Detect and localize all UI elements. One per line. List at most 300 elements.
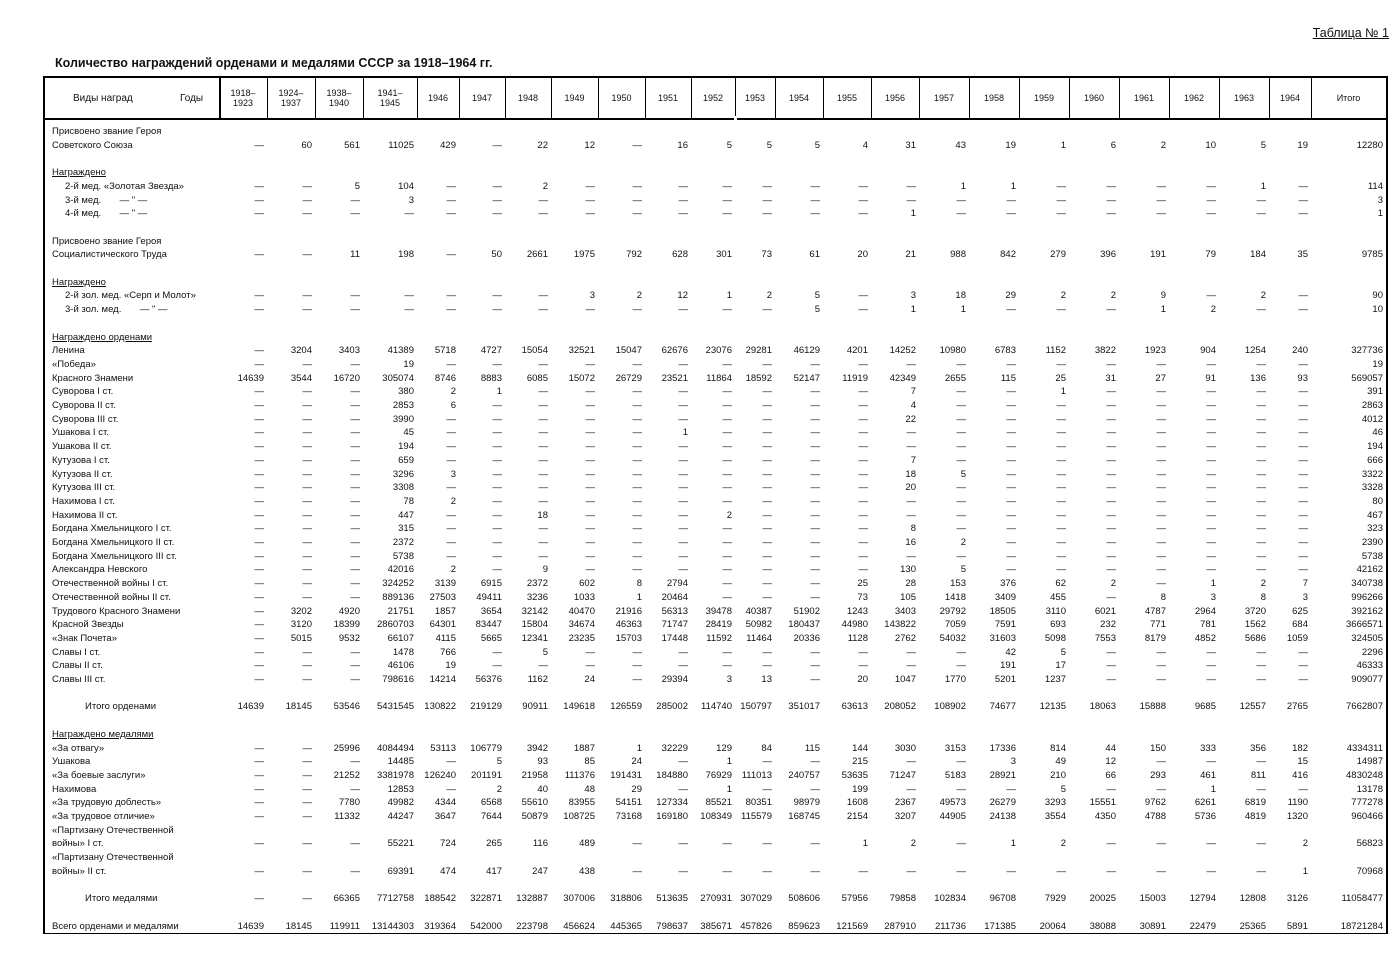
table-cell: 4920 [338, 605, 360, 617]
table-cell: — [1006, 509, 1016, 521]
table-cell: — [858, 290, 868, 302]
table-cell: 106779 [470, 742, 502, 754]
table-cell: 438 [579, 865, 595, 877]
table-cell: — [956, 495, 966, 507]
table-cell: 2372 [526, 578, 548, 590]
table-cell: — [632, 495, 642, 507]
table-cell: — [632, 550, 642, 562]
table-cell: — [956, 482, 966, 494]
table-cell: 43 [955, 139, 966, 151]
table-cell: 12808 [1239, 893, 1266, 905]
table-cell: — [302, 537, 312, 548]
table-cell: — [350, 591, 360, 603]
table-cell: — [1006, 304, 1016, 316]
table-cell: — [492, 468, 502, 480]
table-cell: — [1056, 564, 1066, 576]
table-cell: — [254, 386, 264, 398]
row-label: войны» II ст. [52, 865, 107, 877]
table-cell: — [1256, 756, 1266, 768]
table-cell: — [762, 441, 772, 453]
table-cell: 66107 [387, 632, 414, 644]
row-label: Суворова III ст. [52, 413, 119, 425]
table-row [45, 755, 1386, 769]
table-cell: — [585, 495, 595, 507]
table-cell: 44980 [841, 619, 868, 631]
table-cell: — [1156, 783, 1166, 795]
table-cell: 561 [344, 139, 360, 151]
table-cell: — [956, 838, 966, 850]
table-cell: 4 [910, 400, 916, 411]
table-cell: 10 [1205, 139, 1216, 151]
table-cell: 44905 [939, 811, 966, 822]
table-cell: 55221 [387, 838, 414, 850]
table-cell: 4084494 [377, 742, 414, 754]
table-cell: — [810, 509, 820, 521]
table-cell: 3 [589, 290, 595, 302]
table-cell: 5 [814, 139, 820, 151]
table-cell: 333 [1200, 742, 1216, 754]
table-cell: — [722, 358, 732, 370]
table-cell: — [350, 427, 360, 439]
table-cell: 62 [1055, 578, 1066, 590]
table-cell: 191 [1000, 660, 1016, 672]
table-cell: — [1298, 194, 1308, 206]
table-cell: 2 [1302, 838, 1308, 850]
header-year-21: 1963 [1233, 93, 1255, 103]
table-cell: — [906, 550, 916, 562]
table-cell: — [350, 194, 360, 206]
table-cell: — [858, 386, 868, 398]
table-cell: — [858, 427, 868, 439]
table-cell: 6261 [1194, 797, 1216, 809]
table-cell: 3 [1010, 756, 1016, 768]
table-cell: 29281 [745, 345, 772, 357]
table-cell: — [585, 208, 595, 220]
table-cell: 457826 [740, 920, 772, 932]
header-year-2: 1938– 1940 [326, 88, 352, 108]
table-cell: — [1156, 358, 1166, 370]
header-year-15: 1957 [933, 93, 955, 103]
table-cell: — [1106, 646, 1116, 658]
table-cell: — [538, 495, 548, 507]
table-cell: 56376 [475, 674, 502, 685]
table-cell: 7 [910, 454, 916, 466]
table-cell: — [1056, 194, 1066, 206]
table-cell: 1 [910, 304, 916, 316]
table-cell: 1 [1010, 180, 1016, 192]
table-cell: — [762, 468, 772, 480]
table-cell: 307006 [563, 893, 595, 905]
table-cell: — [254, 646, 264, 658]
table-cell: 2 [1060, 290, 1066, 302]
table-cell: — [1206, 564, 1216, 576]
table-cell: — [678, 468, 688, 480]
table-row [45, 125, 1386, 139]
table-cell: — [538, 454, 548, 466]
table-cell: 15003 [1139, 893, 1166, 905]
row-label: Присвоено звание Героя [52, 126, 162, 137]
table-cell: — [446, 482, 456, 494]
table-cell: 29 [631, 783, 642, 795]
table-cell: 19 [403, 358, 414, 370]
table-cell: — [956, 646, 966, 658]
table-cell: — [632, 646, 642, 658]
table-cell: — [350, 509, 360, 521]
table-cell: 318806 [610, 893, 642, 905]
table-cell: 15072 [568, 372, 595, 384]
table-cell: 5891 [1286, 920, 1308, 932]
table-cell: 74677 [989, 701, 1016, 713]
table-cell: 3 [450, 468, 456, 480]
table-cell: 3202 [290, 605, 312, 617]
table-cell: 3 [910, 290, 916, 302]
table-cell: 169180 [656, 811, 688, 822]
table-cell: — [446, 194, 456, 206]
table-cell: — [492, 454, 502, 466]
table-cell: 396 [1100, 249, 1116, 261]
table-cell: — [302, 550, 312, 562]
table-cell: — [302, 783, 312, 795]
table-cell: 447 [398, 509, 414, 521]
table-cell: 28921 [989, 769, 1016, 781]
table-cell: 1857 [434, 605, 456, 617]
table-cell: 2 [766, 290, 772, 302]
table-cell: — [722, 413, 732, 425]
table-cell: 811 [1250, 769, 1266, 781]
row-label: «Победа» [52, 358, 96, 370]
table-cell: 198 [398, 249, 414, 261]
table-cell: 14987 [1356, 756, 1383, 768]
table-cell: — [1106, 783, 1116, 795]
total-row [45, 700, 1386, 714]
table-cell: — [350, 208, 360, 220]
table-cell: — [858, 358, 868, 370]
header-year-14: 1956 [884, 93, 906, 103]
table-row [45, 632, 1386, 646]
table-row [45, 426, 1386, 440]
table-cell: 15047 [615, 345, 642, 357]
table-cell: — [722, 482, 732, 494]
table-row [45, 591, 1386, 605]
table-cell: — [678, 865, 688, 877]
table-row [45, 851, 1386, 865]
table-cell: 5 [766, 139, 772, 151]
table-cell: — [810, 495, 820, 507]
table-cell: 1 [960, 180, 966, 192]
table-cell: 80351 [745, 797, 772, 809]
table-cell: — [1298, 454, 1308, 466]
table-cell: — [678, 482, 688, 494]
table-cell: 12853 [387, 783, 414, 795]
table-cell: — [1156, 441, 1166, 453]
table-cell: — [722, 208, 732, 220]
table-cell: — [1206, 865, 1216, 877]
table-cell: 3654 [480, 605, 502, 617]
table-cell: — [254, 838, 264, 850]
table-cell: — [302, 564, 312, 576]
table-cell: 2765 [1286, 701, 1308, 713]
row-label: Ушакова II ст. [52, 441, 112, 453]
table-cell: — [956, 509, 966, 521]
table-cell: 17 [1055, 660, 1066, 672]
table-cell: 16 [677, 139, 688, 151]
row-label: войны» I ст. [52, 838, 104, 850]
table-cell: 114 [1367, 180, 1383, 192]
table-cell: 7 [1302, 578, 1308, 590]
table-cell: 12 [677, 290, 688, 302]
table-cell: — [762, 865, 772, 877]
table-cell: — [446, 304, 456, 316]
table-cell: — [810, 646, 820, 658]
table-cell: — [492, 537, 502, 548]
table-cell: — [858, 495, 868, 507]
table-cell: — [762, 783, 772, 795]
table-cell: — [858, 304, 868, 316]
table-cell: 659 [398, 454, 414, 466]
table-cell: — [1106, 468, 1116, 480]
table-cell: — [632, 482, 642, 494]
table-cell: 21751 [387, 605, 414, 617]
table-cell: 184 [1250, 249, 1266, 261]
table-cell: 3110 [1045, 605, 1066, 617]
table-cell: 3139 [434, 578, 456, 590]
table-cell: — [1256, 304, 1266, 316]
table-cell: 25 [857, 578, 868, 590]
table-cell: 150797 [740, 701, 772, 713]
table-cell: 20025 [1089, 893, 1116, 905]
table-cell: 3 [408, 194, 414, 206]
table-cell: — [492, 180, 502, 192]
table-cell: 20464 [661, 591, 688, 603]
table-cell: — [678, 304, 688, 316]
table-cell: — [1206, 537, 1216, 548]
table-cell: 12794 [1189, 893, 1216, 905]
table-cell: — [1106, 564, 1116, 576]
table-cell: — [1298, 400, 1308, 411]
table-cell: 3328 [1361, 482, 1383, 494]
table-cell: — [1156, 838, 1166, 850]
table-cell: 542000 [470, 920, 502, 932]
table-cell: — [302, 811, 312, 822]
row-label: «Знак Почета» [52, 632, 117, 644]
table-cell: 4788 [1144, 811, 1166, 822]
table-cell: 60 [301, 139, 312, 151]
header-year-3: 1941– 1945 [377, 88, 403, 108]
table-cell: — [492, 413, 502, 425]
table-cell: — [1256, 838, 1266, 850]
table-cell: — [538, 468, 548, 480]
table-cell: — [762, 591, 772, 603]
table-cell: — [1298, 509, 1308, 521]
table-cell: 130 [900, 564, 916, 576]
table-cell: — [810, 756, 820, 768]
header-year-19: 1961 [1133, 93, 1155, 103]
table-cell: — [1206, 838, 1216, 850]
table-cell: — [1156, 756, 1166, 768]
table-cell: 24 [631, 756, 642, 768]
table-cell: — [302, 591, 312, 603]
table-cell: 461 [1200, 769, 1216, 781]
table-cell: — [302, 769, 312, 781]
table-cell: — [1106, 400, 1116, 411]
table-cell: — [678, 550, 688, 562]
table-cell: 115 [804, 742, 820, 754]
table-cell: — [956, 358, 966, 370]
table-cell: — [632, 386, 642, 398]
table-cell: — [1206, 468, 1216, 480]
table-cell: 40 [537, 783, 548, 795]
table-cell: 102834 [934, 893, 966, 905]
table-cell: — [350, 400, 360, 411]
table-cell: 61 [809, 249, 820, 261]
table-cell: 126240 [424, 769, 456, 781]
table-cell: 34674 [568, 619, 595, 631]
table-cell: 7 [910, 386, 916, 398]
table-cell: — [1006, 454, 1016, 466]
table-cell: — [302, 413, 312, 425]
table-cell: — [722, 550, 732, 562]
table-cell: — [1256, 482, 1266, 494]
table-cell: 90911 [522, 701, 548, 713]
table-cell: — [585, 646, 595, 658]
table-cell: 2 [1160, 139, 1166, 151]
table-cell: 5718 [434, 345, 456, 357]
table-cell: 1 [636, 742, 642, 754]
table-cell: 18592 [745, 372, 772, 384]
table-cell: — [1056, 865, 1066, 877]
table-cell: — [350, 454, 360, 466]
table-cell: 24138 [989, 811, 1016, 822]
table-cell: 76929 [705, 769, 732, 781]
table-cell: — [1056, 441, 1066, 453]
table-cell: — [632, 427, 642, 439]
table-cell: 32521 [568, 345, 595, 357]
table-cell: — [1006, 413, 1016, 425]
table-cell: 279 [1050, 249, 1066, 261]
table-cell: 3 [1377, 194, 1383, 206]
table-cell: 11464 [746, 632, 772, 644]
table-cell: 1 [960, 304, 966, 316]
table-cell: 62676 [661, 345, 688, 357]
table-cell: 1 [862, 838, 868, 850]
table-cell: — [762, 838, 772, 850]
table-cell: 2655 [944, 372, 966, 384]
table-cell: 20 [905, 482, 916, 494]
row-label: Итого медалями [85, 893, 158, 905]
table-cell: — [1256, 537, 1266, 548]
table-cell: — [350, 386, 360, 398]
table-cell: 2 [910, 838, 916, 850]
table-cell: — [1056, 427, 1066, 439]
table-cell: 28419 [705, 619, 732, 631]
table-cell: — [1206, 290, 1216, 302]
table-cell: — [538, 660, 548, 672]
table-cell: 83447 [475, 619, 502, 631]
table-cell: 9532 [338, 632, 360, 644]
table-cell: — [254, 564, 264, 576]
table-cell: 18 [955, 290, 966, 302]
table-cell: 129 [716, 742, 732, 754]
table-cell: — [254, 509, 264, 521]
table-cell: — [678, 495, 688, 507]
header-year-1: 1924– 1937 [278, 88, 304, 108]
table-cell: — [906, 194, 916, 206]
table-cell: 42162 [1356, 564, 1383, 576]
table-cell: — [1298, 468, 1308, 480]
table-cell: — [1006, 495, 1016, 507]
table-cell: — [1106, 180, 1116, 192]
table-cell: 56313 [661, 605, 688, 617]
table-cell: — [632, 865, 642, 877]
table-cell: 3403 [338, 345, 360, 357]
table-cell: — [1256, 523, 1266, 535]
table-cell: — [1056, 400, 1066, 411]
table-cell: 3409 [994, 591, 1016, 603]
table-cell: 2 [450, 386, 456, 398]
table-row [45, 495, 1386, 509]
table-cell: 1418 [944, 591, 966, 603]
table-cell: — [1256, 660, 1266, 672]
table-cell: 56823 [1356, 838, 1383, 850]
table-cell: 3308 [392, 482, 414, 494]
table-row [45, 509, 1386, 523]
table-row [45, 742, 1386, 756]
table-cell: — [762, 413, 772, 425]
row-label: Кутузова II ст. [52, 468, 113, 480]
table-cell: — [1156, 386, 1166, 398]
table-cell: — [810, 660, 820, 672]
table-cell: — [678, 400, 688, 411]
table-cell: — [678, 358, 688, 370]
table-cell: — [254, 180, 264, 192]
table-cell: 1 [1210, 578, 1216, 590]
table-cell: — [1056, 454, 1066, 466]
table-cell: — [302, 523, 312, 535]
table-cell: 71247 [889, 769, 916, 781]
table-cell: 11 [350, 249, 360, 261]
table-row [45, 673, 1386, 687]
table-cell: — [810, 194, 820, 206]
table-cell: — [1298, 413, 1308, 425]
table-cell: — [585, 468, 595, 480]
table-cell: 54032 [939, 632, 966, 644]
row-label: Присвоено звание Героя [52, 235, 162, 247]
table-cell: 25 [1055, 372, 1066, 384]
row-label: Кутузова III ст. [52, 482, 116, 494]
table-cell: — [446, 756, 456, 768]
table-cell: 11864 [706, 372, 732, 384]
table-cell: 21252 [333, 769, 360, 781]
table-cell: — [538, 413, 548, 425]
table-cell: 130822 [424, 701, 456, 713]
table-cell: 988 [950, 249, 966, 261]
table-cell: — [1206, 358, 1216, 370]
table-cell: — [492, 358, 502, 370]
table-cell: — [254, 482, 264, 494]
table-cell: 44 [1105, 742, 1116, 754]
table-cell: 3030 [894, 742, 916, 754]
table-cell: 3381978 [377, 769, 414, 781]
table-cell: 3822 [1094, 345, 1116, 357]
table-cell: — [1156, 509, 1166, 521]
table-cell: — [1156, 413, 1166, 425]
table-cell: 3207 [894, 811, 916, 822]
table-cell: — [1298, 304, 1308, 316]
table-cell: 1 [636, 591, 642, 603]
table-cell: — [1256, 509, 1266, 521]
table-cell: 24 [584, 674, 595, 685]
table-cell: — [492, 564, 502, 576]
